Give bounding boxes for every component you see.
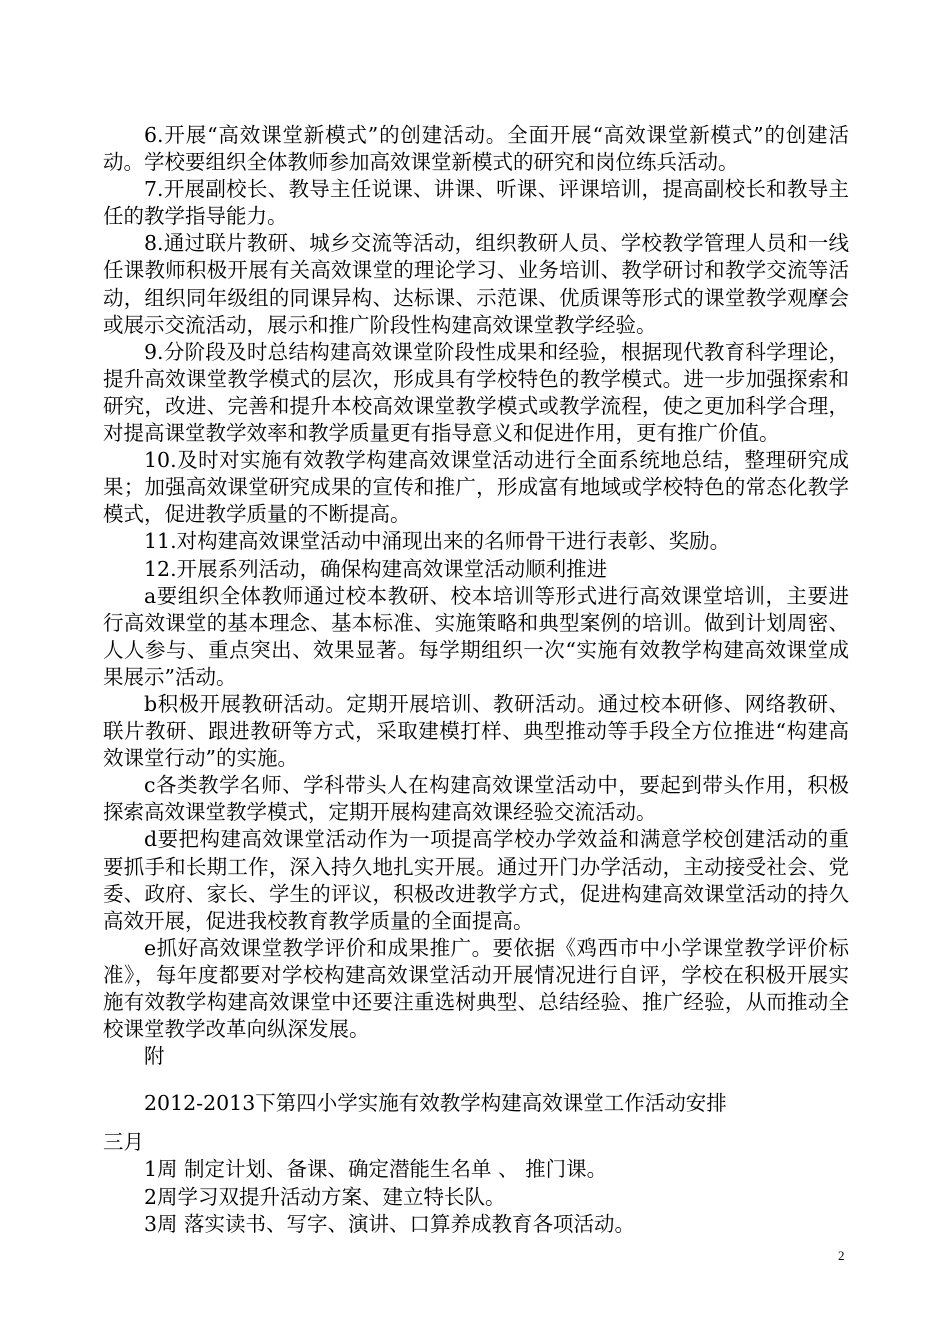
paragraph-item-7: 7.开展副校长、教导主任说课、讲课、听课、评课培训，提高副校长和教导主任的教学指导能力。 [103,177,849,229]
sub-item-d: d要把构建高效课堂活动作为一项提高学校办学效益和满意学校创建活动的重要抓手和长期工作，深入持久地扎实开展。通过开门办学活动，主动接受社会、党委、政府、家长、学生的评议，积极改进教学方式，促进构建高效课堂活动的持久高效开展，促进我校教育教学质量的全面提高。 [103,827,849,933]
schedule-title: 2012-2013下第四小学实施有效教学构建高效课堂工作活动安排 [144,1091,727,1116]
sub-item-e: e抓好高效课堂教学评价和成果推广。要依据《鸡西市中小学课堂教学评价标准》，每年度都要对学校构建高效课堂活动开展情况进行自评，学校在积极开展实施有效教学构建高效课堂中还要注重选树典型、总结经验、推广经验，从而推动全校课堂教学改革向纵深发展。 [103,935,849,1042]
paragraph-item-6: 6.开展“高效课堂新模式”的创建活动。全面开展“高效课堂新模式”的创建活动。学校要组织全体教师参加高效课堂新模式的研究和岗位练兵活动。 [103,123,849,175]
paragraph-item-10: 10.及时对实施有效教学构建高效课堂活动进行全面系统地总结，整理研究成果；加强高效课堂研究成果的宣传和推广，形成富有地域或学校特色的常态化教学模式，促进教学质量的不断提高。 [103,448,849,527]
sub-item-b: b积极开展教研活动。定期开展培训、教研活动。通过校本研修、网络教研、联片教研、跟进教研等方式，采取建模打样、典型推动等手段全方位推进“构建高效课堂行动”的实施。 [103,691,849,771]
month-label: 三月 [103,1130,144,1155]
paragraph-item-11: 11.对构建高效课堂活动中涌现出来的名师骨干进行表彰、奖励。 [144,529,731,554]
sub-item-a: a要组织全体教师通过校本教研、校本培训等形式进行高效课堂培训，主要进行高效课堂的基本理念、基本标准、实施策略和典型案例的培训。做到计划周密、人人参与、重点突出、效果显著。每学期组织一次“实施有效教学构建高效课堂成果展示”活动。 [103,583,849,689]
document-body [103,122,849,1238]
week-item-3: 3周 落实读书、写字、演讲、口算养成教育各项活动。 [144,1211,636,1236]
paragraph-item-12: 12.开展系列活动，确保构建高效课堂活动顺利推进 [144,556,608,581]
appendix-label: 附 [144,1044,165,1069]
week-item-2: 2周学习双提升活动方案、建立特长队。 [144,1184,506,1209]
paragraph-item-8: 8.通过联片教研、城乡交流等活动，组织教研人员、学校教学管理人员和一线任课教师积极开展有关高效课堂的理论学习、业务培训、教学研讨和教学交流等活动，组织同年级组的同课异构、达标课、示范课、优质课等形式的课堂教学观摩会或展示交流活动，展示和推广阶段性构建高效课堂教学经验。 [103,231,849,337]
page-number: 2 [838,1248,845,1263]
paragraph-item-9: 9.分阶段及时总结构建高效课堂阶段性成果和经验，根据现代教育科学理论，提升高效课堂教学模式的层次，形成具有学校特色的教学模式。进一步加强探索和研究，改进、完善和提升本校高效课堂教学模式或教学流程，使之更加科学合理，对提高课堂教学效率和教学质量更有指导意义和促进作用，更有推广价值。 [103,339,849,446]
week-item-1: 1周 制定计划、备课、确定潜能生名单 、 推门课。 [144,1157,608,1182]
sub-item-c: c各类教学名师、学科带头人在构建高效课堂活动中，要起到带头作用，积极探索高效课堂教学模式，定期开展构建高效课经验交流活动。 [103,773,849,825]
